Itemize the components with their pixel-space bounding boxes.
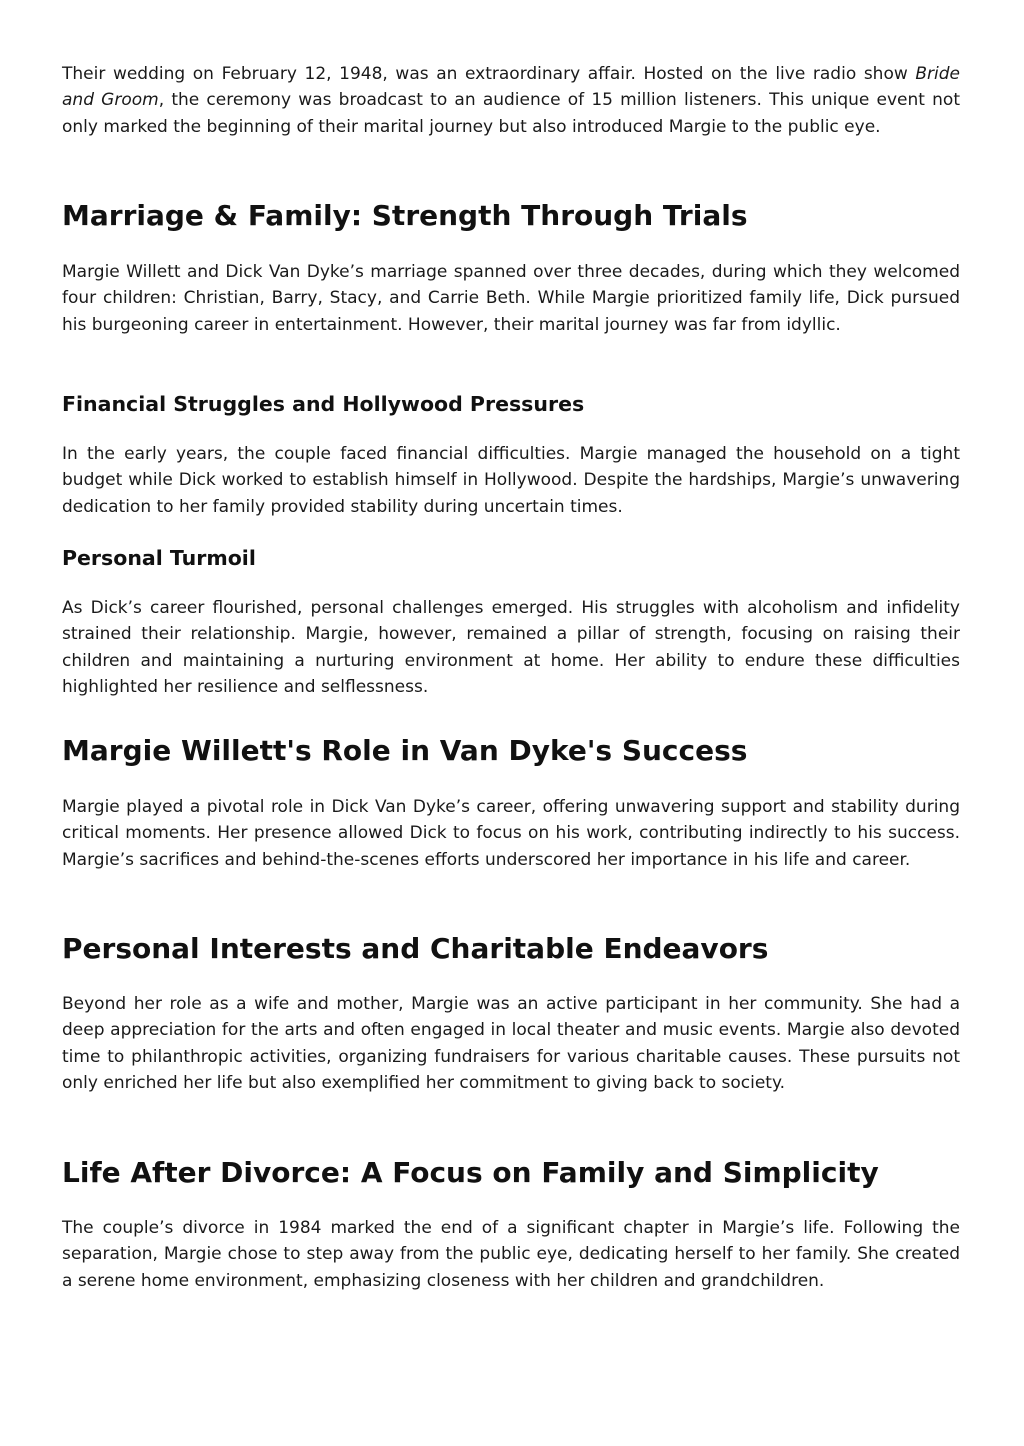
heading-role-in-success: Margie Willett's Role in Van Dyke's Success bbox=[62, 734, 748, 767]
paragraph-financial-struggles: In the early years, the couple faced financial difficulties. Margie managed the household on a tight budget while Dick worked to establish himself in Hollywood. Despite the hardships, Margie’s unwavering dedication to her family provided stability during uncertain times. bbox=[62, 444, 960, 517]
heading-personal-turmoil: Personal Turmoil bbox=[62, 546, 256, 570]
paragraph-role-in-success: Margie played a pivotal role in Dick Van Dyke’s career, offering unwavering support and stability during critical moments. Her presence allowed Dick to focus on his work, contributing indirectly to his success. Margie’s sacrifices and behind-the-scenes efforts underscored her importance in his life and career. bbox=[62, 797, 960, 870]
heading-personal-interests: Personal Interests and Charitable Endeavors bbox=[62, 932, 769, 965]
intro-text-start: Their wedding on February 12, 1948, was an extraordinary affair. Hosted on the live radio show bbox=[62, 64, 916, 84]
heading-life-after-divorce: Life After Divorce: A Focus on Family and Simplicity bbox=[62, 1156, 879, 1189]
paragraph-personal-interests: Beyond her role as a wife and mother, Margie was an active participant in her community. She had a deep appreciation for the arts and often engaged in local theater and music events. Margie also devoted time to philanthropic activities, organizing fundraisers for various charitable causes. These pursuits not only enriched her life but also exemplified her commitment to giving back to society. bbox=[62, 994, 960, 1093]
intro-italic-show-title: Bride and Groom bbox=[62, 64, 960, 111]
paragraph-marriage-family: Margie Willett and Dick Van Dyke’s marriage spanned over three decades, during which they welcomed four children: Christian, Barry, Stacy, and Carrie Beth. While Margie prioritized family life, Dick pursued his burgeoning career in entertainment. However, their marital journey was far from idyllic. bbox=[62, 262, 960, 335]
paragraph-life-after-divorce: The couple’s divorce in 1984 marked the end of a significant chapter in Margie’s life. Following the separation, Margie chose to step away from the public eye, dedicating herself to her family. She created a serene home environment, emphasizing closeness with her children and grandchildren. bbox=[62, 1218, 960, 1291]
intro-text-end: , the ceremony was broadcast to an audience of 15 million listeners. This unique event not only marked the beginning of their marital journey but also introduced Margie to the public eye. bbox=[62, 90, 960, 137]
paragraph-personal-turmoil: As Dick’s career flourished, personal challenges emerged. His struggles with alcoholism and infidelity strained their relationship. Margie, however, remained a pillar of strength, focusing on raising their children and maintaining a nurturing environment at home. Her ability to endure these difficulties highlighted her resilience and selflessness. bbox=[62, 598, 960, 697]
heading-financial-struggles: Financial Struggles and Hollywood Pressures bbox=[62, 392, 585, 416]
heading-marriage-family: Marriage & Family: Strength Through Trials bbox=[62, 199, 748, 232]
intro-paragraph bbox=[62, 61, 960, 140]
